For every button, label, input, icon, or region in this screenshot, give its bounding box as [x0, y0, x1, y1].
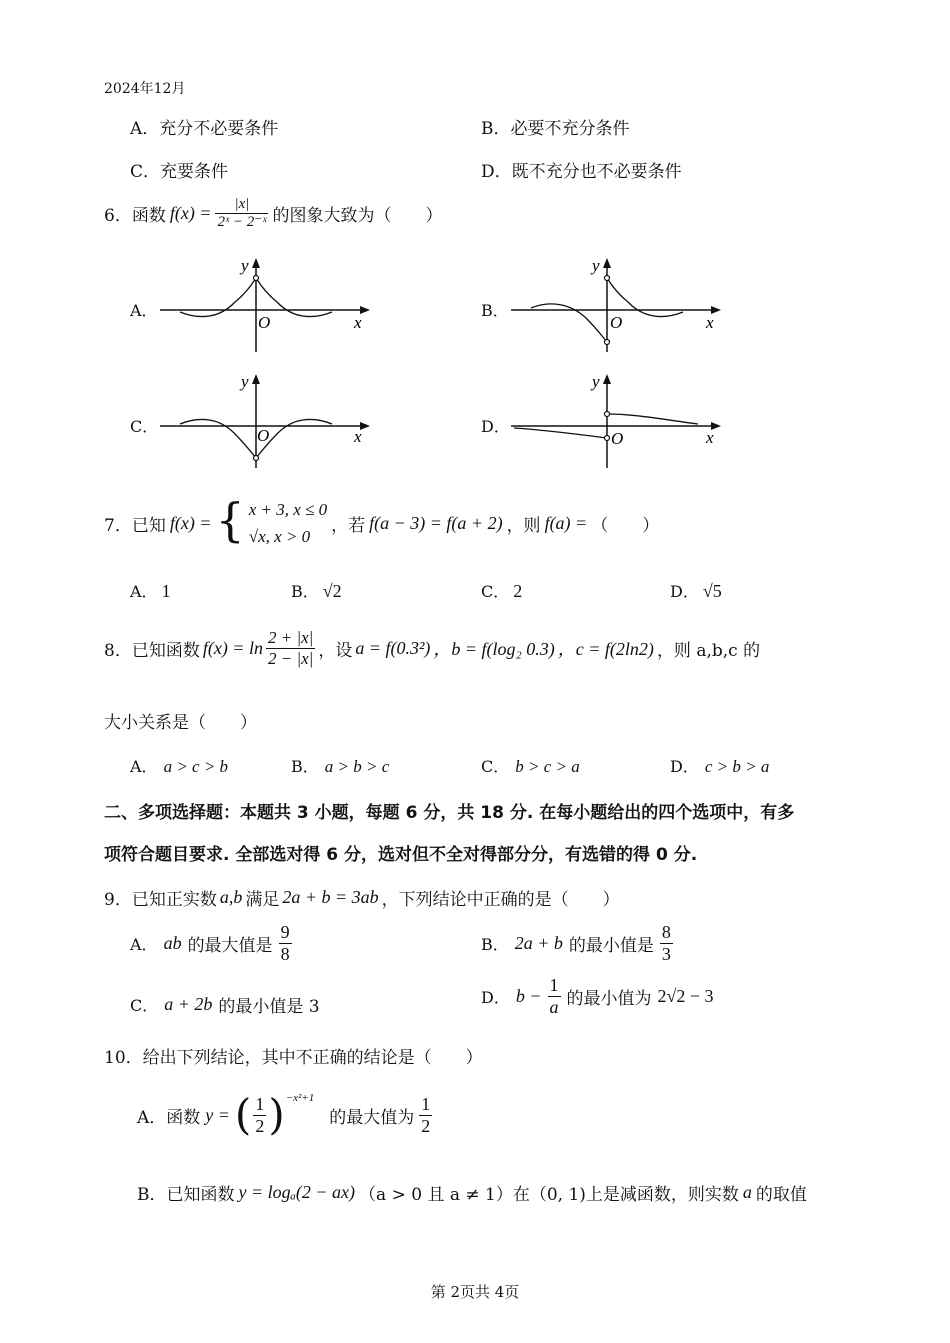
q6-graph-b — [506, 250, 726, 360]
q7-eq: f(a − 3) = f(a + 2) — [369, 512, 503, 533]
y-arrow-icon — [603, 374, 611, 384]
q7-cond: ，若 — [331, 515, 366, 536]
q7-c-value: 2 — [513, 581, 523, 601]
y-label: y — [592, 372, 600, 391]
q9-a-label: A． — [130, 934, 158, 954]
q8-stem — [104, 628, 760, 668]
q10-b-tail: 的取值 — [755, 1185, 807, 1205]
q7-option-a — [130, 579, 171, 602]
q10-a-paren-close: ) — [268, 1090, 285, 1140]
y-arrow-icon — [252, 374, 260, 384]
q8-denominator: 2 − |x| — [267, 648, 314, 668]
x-label: x — [354, 427, 362, 446]
q7-fx: f(x) = — [169, 512, 212, 533]
q8-option-d — [670, 754, 769, 777]
q9-b-text: 的最小值是 — [568, 935, 654, 956]
q10-a-exponent: −x²+1 — [285, 1092, 315, 1104]
q8-c-label: C． — [481, 757, 510, 776]
q9-stem-2: 满足 — [245, 890, 280, 910]
q8-d-value: c > b > a — [704, 757, 770, 776]
q10-b-cond: （a > 0 且 a ≠ 1）在（0, 1)上是减函数，则实数 — [359, 1185, 739, 1205]
q9-option-c — [130, 992, 320, 1017]
q6-stem — [104, 196, 442, 232]
curve-right — [607, 278, 683, 317]
q6-number: 6．函数 — [104, 206, 166, 227]
q8-a-value: a > c > b — [163, 757, 229, 776]
q8-a: a = f(0.3²) — [355, 637, 431, 658]
q5-option-a: A．充分不必要条件 — [130, 119, 279, 139]
origin-label: O — [610, 313, 623, 332]
open-point-bottom — [605, 340, 610, 345]
q6-graph-d — [506, 366, 726, 476]
q6-label-c: C． — [130, 417, 159, 436]
q9-d-expr: b − — [515, 985, 542, 1006]
section2-line1: 二、多项选择题：本题共 3 小题，每题 6 分，共 18 分. 在每小题给出的四个选项中，有多 — [104, 803, 795, 823]
q7-stem — [104, 493, 660, 550]
q9-b-den: 3 — [661, 943, 671, 964]
q8-c-value: b > c > a — [515, 757, 580, 776]
q8-option-c — [481, 754, 580, 777]
origin-label: O — [257, 426, 270, 445]
q7-b-value: √2 — [322, 581, 342, 601]
q10-b-expr: y = logₐ(2 − ax) — [238, 1182, 356, 1202]
q7-a-value: 1 — [161, 581, 171, 601]
open-point — [254, 276, 259, 281]
q6-label-a: A． — [130, 301, 158, 320]
x-label: x — [354, 313, 362, 332]
y-label: y — [241, 256, 249, 275]
q9-c-text: 的最小值是 3 — [218, 997, 320, 1017]
q6-tail: 的图象大致为（ ） — [272, 206, 443, 227]
q10-a-text: 的最大值为 — [329, 1107, 415, 1128]
q10-a-base-den: 2 — [255, 1115, 265, 1136]
q9-a-num: 9 — [280, 922, 290, 942]
q8-set: ，设 — [318, 640, 353, 661]
q6-label-b: B． — [481, 301, 509, 320]
q6-numerator: |x| — [215, 196, 268, 214]
section2-line2: 项符合题目要求. 全部选对得 6 分，选对但不全对得部分分，有选错的得 0 分. — [104, 845, 698, 865]
q6-fx: f(x) = — [169, 203, 212, 224]
q10-option-a — [137, 1090, 432, 1140]
q8-fx: f(x) = ln — [202, 637, 263, 658]
q7-number: 7．已知 — [104, 515, 166, 536]
q7-d-label: D． — [670, 582, 699, 601]
q8-tail: ，则 a,b,c 的 — [656, 640, 761, 661]
q5-option-b: B．必要不充分条件 — [481, 119, 630, 139]
q7-a-label: A． — [130, 582, 158, 601]
q8-option-a — [130, 754, 228, 777]
q7-case1: x + 3, x ≤ 0 — [248, 500, 328, 519]
q9-b-label: B． — [481, 934, 509, 954]
q7-cases — [249, 496, 327, 550]
y-label: y — [241, 372, 249, 391]
q8-line2: 大小关系是（ ） — [104, 713, 257, 733]
q9-option-b — [481, 922, 673, 964]
q7-b-label: B． — [291, 582, 319, 601]
q7-option-c — [481, 579, 522, 602]
q10-a-value-num: 1 — [421, 1094, 431, 1114]
q9-d-num: 1 — [549, 975, 559, 995]
q8-d-label: D． — [670, 757, 699, 776]
q9-a-den: 8 — [280, 943, 290, 964]
q10-a-base — [253, 1094, 266, 1136]
y-arrow-icon — [252, 258, 260, 268]
q10-a-base-num: 1 — [255, 1094, 265, 1114]
q10-a-expr: y = — [205, 1104, 230, 1125]
curve-right — [607, 414, 698, 424]
curve-left — [180, 419, 256, 458]
header-date: 2024年12月 — [104, 81, 186, 97]
q10-a-value-den: 2 — [421, 1115, 431, 1136]
q9-a-fraction — [279, 922, 292, 964]
q8-c: ，c = f(2ln2) — [557, 639, 654, 660]
curve-right — [256, 278, 332, 317]
q9-d-value: 2√2 − 3 — [657, 985, 714, 1006]
q10-a-label: A．函数 — [137, 1107, 201, 1128]
x-label: x — [706, 313, 714, 332]
q9-d-den: a — [549, 996, 559, 1017]
q9-vars: a,b — [219, 887, 243, 907]
q7-paren: （ ） — [591, 515, 660, 536]
q10-a-value — [419, 1094, 432, 1136]
q8-numerator: 2 + |x| — [267, 628, 314, 647]
q9-d-fraction — [548, 975, 561, 1017]
q7-option-b — [291, 579, 342, 602]
q8-b-label: B． — [291, 757, 319, 776]
q7-then: ，则 — [506, 515, 541, 536]
q7-case2: √x, x > 0 — [248, 527, 311, 547]
q7-brace: { — [215, 493, 245, 548]
q9-d-label: D． — [481, 987, 510, 1007]
x-label: x — [706, 428, 714, 447]
q9-stem-3: ，下列结论中正确的是（ ） — [381, 890, 620, 910]
q9-d-text: 的最小值为 — [566, 988, 652, 1009]
q7-ask: f(a) = — [544, 512, 588, 533]
origin-label: O — [258, 313, 271, 332]
q9-a-expr: ab — [163, 932, 182, 953]
q10-a-paren-open: ( — [234, 1090, 252, 1140]
q9-a-text: 的最大值是 — [187, 935, 273, 956]
q6-fraction — [215, 196, 268, 232]
q10-stem: 10．给出下列结论，其中不正确的结论是（ ） — [104, 1048, 483, 1068]
q8-b: ，b = f(log₂ 0.3) — [433, 639, 555, 660]
curve-left — [514, 428, 607, 438]
q9-stem — [104, 885, 620, 910]
q10-option-b — [137, 1180, 807, 1205]
q9-b-fraction — [660, 922, 673, 964]
q9-b-expr: 2a + b — [514, 932, 563, 953]
y-arrow-icon — [603, 258, 611, 268]
q9-stem-1: 9．已知正实数 — [104, 890, 217, 910]
q5-option-c: C．充要条件 — [130, 162, 229, 182]
q8-a-label: A． — [130, 757, 158, 776]
q9-b-num: 8 — [661, 922, 671, 942]
q7-c-label: C． — [481, 582, 510, 601]
q6-graph-a — [155, 250, 375, 360]
open-point — [254, 456, 259, 461]
origin-label: O — [611, 429, 624, 448]
q9-eq: 2a + b = 3ab — [282, 887, 379, 907]
q8-option-b — [291, 754, 389, 777]
q5-option-d: D．既不充分也不必要条件 — [481, 162, 682, 182]
q8-number: 8．已知函数 — [104, 640, 200, 661]
q9-c-label: C． — [130, 996, 159, 1015]
q10-b-var: a — [742, 1182, 752, 1202]
page-footer: 第 2页共 4页 — [430, 1283, 520, 1301]
q7-option-d — [670, 579, 722, 602]
curve-left — [180, 278, 256, 317]
open-point-top — [605, 276, 610, 281]
q10-b-label: B．已知函数 — [137, 1185, 235, 1205]
q9-option-d — [481, 975, 714, 1017]
q6-graph-c — [155, 366, 375, 476]
q9-option-a — [130, 922, 292, 964]
q6-label-d: D． — [481, 417, 510, 436]
q8-b-value: a > b > c — [324, 757, 390, 776]
q8-fraction — [266, 628, 315, 668]
open-point-top — [605, 412, 610, 417]
open-point-bottom — [605, 436, 610, 441]
q7-d-value: √5 — [702, 581, 722, 601]
q6-denominator: 2ˣ − 2⁻ˣ — [217, 214, 267, 231]
y-label: y — [592, 256, 600, 275]
q9-c-expr: a + 2b — [164, 994, 213, 1014]
